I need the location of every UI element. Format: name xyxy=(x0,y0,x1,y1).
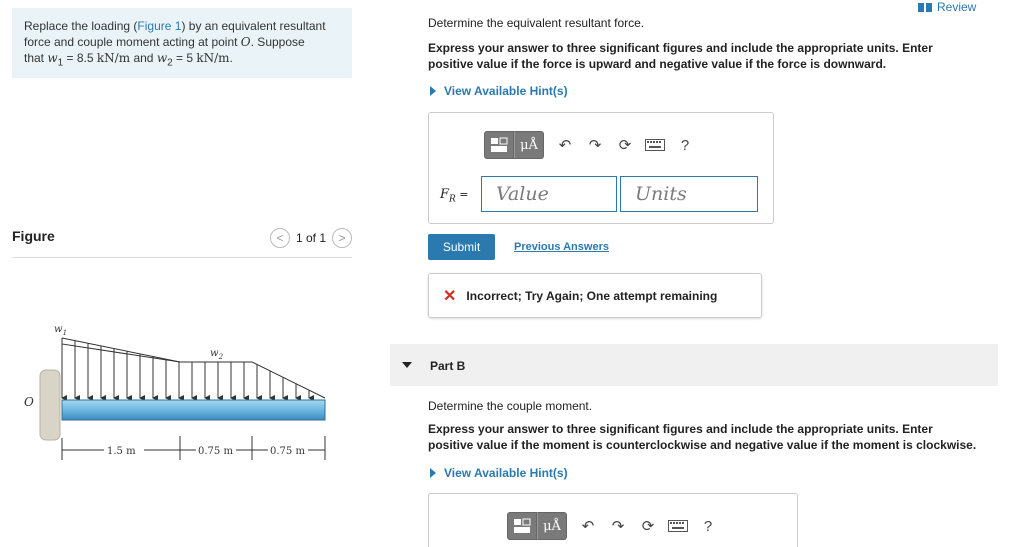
figure-link[interactable]: Figure 1 xyxy=(137,19,182,33)
undo-icon[interactable]: ↶ xyxy=(558,137,572,154)
part-a-instructions-2: positive value if the force is upward and negative value if the force is downward. xyxy=(428,57,887,71)
part-b-hint-link[interactable] xyxy=(430,466,568,480)
caret-down-icon xyxy=(402,362,412,368)
feedback-message xyxy=(428,273,762,318)
part-a-hint-link[interactable] xyxy=(430,84,568,98)
error-x-icon: ✕ xyxy=(443,287,457,305)
problem-text: force and couple moment acting at point xyxy=(24,35,241,49)
figure-title: Figure xyxy=(12,228,55,244)
dimension-3-label: 0.75 m xyxy=(270,446,305,457)
template-icon xyxy=(513,518,531,534)
template-icon xyxy=(490,137,508,153)
part-b-instructions-1: Express your answer to three significant figures and include the appropriate units. Enter xyxy=(428,422,933,436)
help-icon[interactable]: ? xyxy=(680,136,690,154)
feedback-text: Incorrect; Try Again; One attempt remaining xyxy=(466,288,718,303)
problem-text: Replace the loading ( xyxy=(24,19,138,33)
part-a-prompt: Determine the equivalent resultant force. xyxy=(428,16,645,30)
w2-unit: kN/m xyxy=(196,51,230,65)
problem-text: . Suppose xyxy=(250,35,305,49)
figure-page-count: 1 of 1 xyxy=(295,231,326,245)
keyboard-icon[interactable] xyxy=(640,131,670,159)
w2-label: $w_2$ xyxy=(210,348,224,361)
prev-figure-button[interactable]: < xyxy=(270,228,290,248)
hint-label: View Available Hint(s) xyxy=(444,466,568,480)
book-icon xyxy=(918,3,932,12)
next-figure-button[interactable]: > xyxy=(332,228,352,248)
w2-subscript: 2 xyxy=(167,57,173,69)
w1-value: = 8.5 xyxy=(63,51,97,65)
units-symbol-button[interactable]: μÅ xyxy=(514,131,544,159)
fr-label: $F_R$ = xyxy=(440,187,469,205)
problem-text: that xyxy=(24,51,48,65)
caret-right-icon xyxy=(430,468,436,478)
redo-icon[interactable]: ↷ xyxy=(588,137,602,154)
undo-icon[interactable]: ↶ xyxy=(581,518,595,535)
problem-line-2 xyxy=(24,34,340,50)
units-input[interactable]: Units xyxy=(620,176,758,212)
review-link[interactable] xyxy=(918,0,976,14)
part-b-header[interactable] xyxy=(390,344,998,386)
load-arrows xyxy=(62,338,309,398)
math-toolbar xyxy=(507,512,723,540)
w1-unit: kN/m xyxy=(96,51,131,65)
math-toolbar xyxy=(484,131,700,159)
hint-label: View Available Hint(s) xyxy=(444,84,568,98)
problem-statement xyxy=(12,8,352,78)
help-icon[interactable]: ? xyxy=(703,517,713,535)
problem-line-1 xyxy=(24,18,340,34)
part-b-prompt: Determine the couple moment. xyxy=(428,399,593,413)
redo-icon[interactable]: ↷ xyxy=(611,518,625,535)
figure-pager xyxy=(270,228,352,248)
point-o-label: O xyxy=(24,395,34,409)
beam xyxy=(62,400,325,420)
w1-symbol: w xyxy=(47,51,58,65)
part-a-answer-box xyxy=(428,112,774,224)
submit-button[interactable]: Submit xyxy=(428,234,495,260)
caret-right-icon xyxy=(430,86,436,96)
point-symbol: O xyxy=(240,35,251,49)
part-a-instructions-1: Express your answer to three significant figures and include the appropriate units. Enter xyxy=(428,41,933,55)
problem-text: ) by an equivalent resultant xyxy=(181,19,326,33)
dimension-2-label: 0.75 m xyxy=(198,446,233,457)
part-b-instructions-2: positive value if the moment is counterclockwise and negative value if the moment is clockwise. xyxy=(428,438,977,452)
reset-icon[interactable]: ⟳ xyxy=(641,518,655,535)
units-symbol-button[interactable]: μÅ xyxy=(537,512,567,540)
dimension-1-label: 1.5 m xyxy=(107,446,136,457)
figure-header xyxy=(12,226,352,258)
problem-text: and xyxy=(130,51,157,65)
beam-loading-figure xyxy=(12,318,342,468)
w2-value: = 5 xyxy=(172,51,197,65)
wall-support xyxy=(40,370,60,440)
review-label: Review xyxy=(937,0,977,14)
problem-line-3 xyxy=(24,50,340,71)
w2-symbol: w xyxy=(156,51,168,65)
value-input[interactable]: Value xyxy=(481,176,617,212)
templates-button[interactable] xyxy=(484,131,514,159)
part-b-answer-box xyxy=(428,493,798,547)
previous-answers-link[interactable]: Previous Answers xyxy=(514,241,609,253)
templates-button[interactable] xyxy=(507,512,537,540)
w1-subscript: 1 xyxy=(57,57,64,69)
reset-icon[interactable]: ⟳ xyxy=(618,137,632,154)
w1-label: $w_1$ xyxy=(54,324,68,337)
keyboard-icon[interactable] xyxy=(663,512,693,540)
part-b-title: Part B xyxy=(430,359,466,373)
problem-text: . xyxy=(229,51,233,65)
